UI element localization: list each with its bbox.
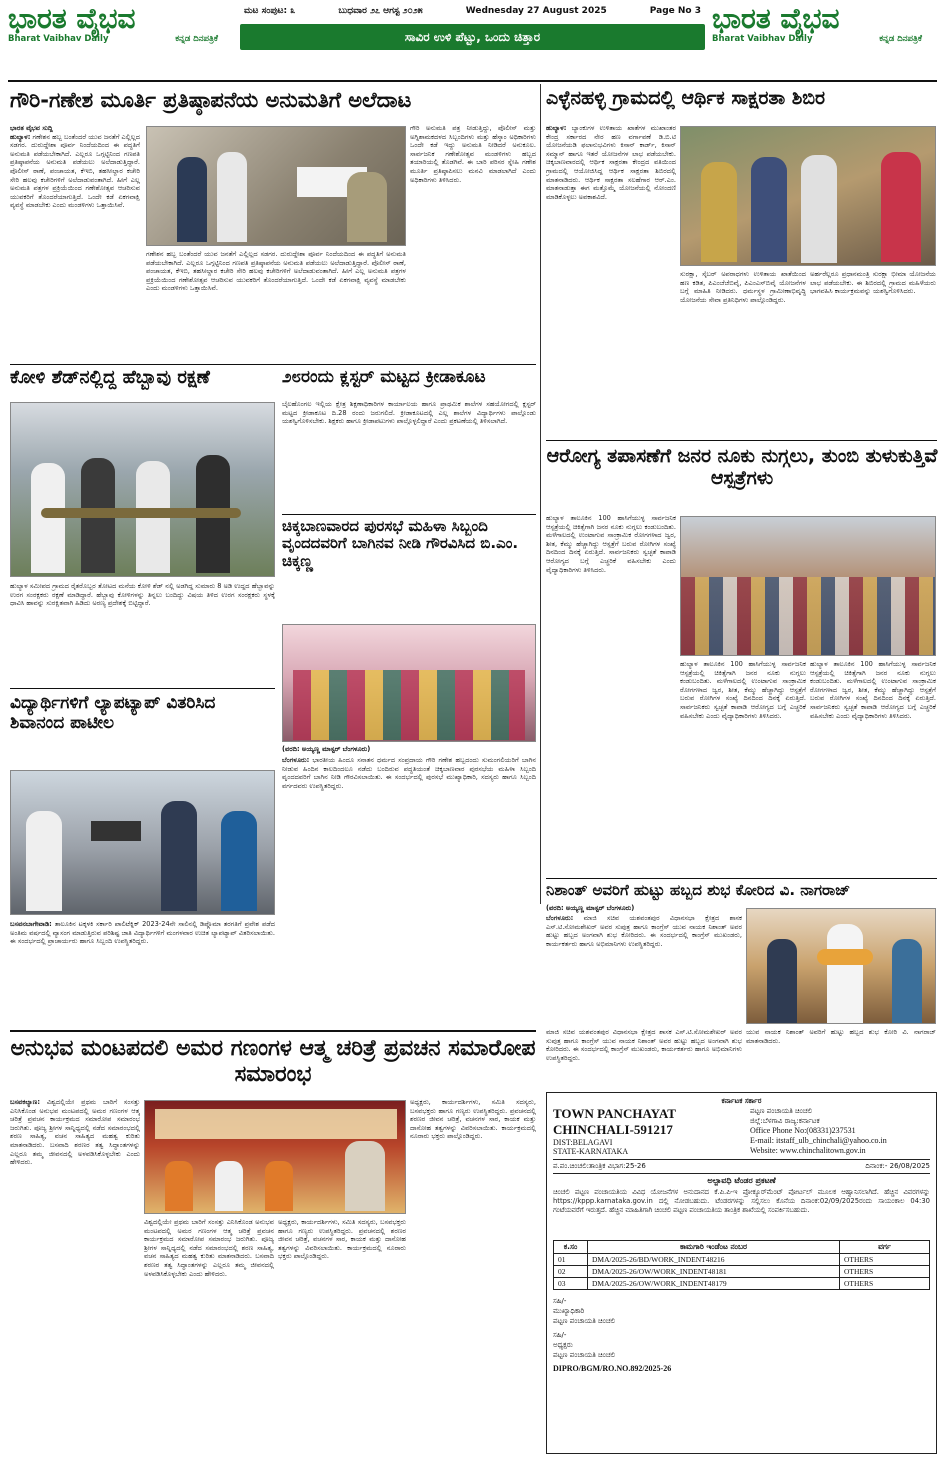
- honour-headline: ಚಿಕ್ಕಬಾಣವಾರದ ಪುರಸಭೆ ಮಹಿಳಾ ಸಿಬ್ಬಂದಿ ವೃಂದದವರಿಗೆ ಬಾಗಿನವ ನೀಡಿ ಗೌರವಿಸಿದ ಬಿ.ಎಂ. ಚಿಕ್ಕಣ್ಣ: [282, 517, 519, 570]
- tender-cell: DMA/2025-26/BD/WORK_INDENT48216: [588, 1254, 840, 1266]
- tender-dist: DIST:BELAGAVI: [553, 1138, 613, 1147]
- masthead-right: [712, 4, 937, 76]
- tender-cell: OTHERS: [840, 1278, 930, 1290]
- tender-place: CHINCHALI-591217: [553, 1122, 673, 1137]
- literacy-text: ಬ್ಯಾಂಕುಗಳ ಉಳಿತಾಯ ಖಾತೆಗಳ ಮುಖಾಂತರ ಕೇಂದ್ರ ಸರ್ಕಾರದ ನೇರ ಹಣ ವರ್ಗಾವಣೆ ಡಿ.ಬಿ.ಟಿ ಯೋಜನೆಯಡಿ ಫಲಾನುಭವಿಗಳು ಕಿಸಾನ್ ಕಾರ್ಡ್, ಕಿಸಾನ್ ಸಮ್ಮಾನ್ ಹಾಗೂ ಇತರೆ ಯೋಜನೆಗಳ ಲಾಭ ಪಡೆಯಬೇಕು. ಚಿಕ್ಕಬಾಣವಾರದಲ್ಲಿ ಆರ್ಥಿಕ ಸಾಕ್ಷರತಾ ಕೇಂದ್ರದ ವತಿಯಿಂದ ಗ್ರಾಮದಲ್ಲಿ ಆಯೋಜಿಸಿದ್ದ ಆರ್ಥಿಕ ಸಾಕ್ಷರತಾ ಶಿಬಿರದಲ್ಲಿ ಮಾತನಾಡಿದರು. ಆರ್ಥಿಕ ಸಾಕ್ಷರತಾ ಸಲಹೆಗಾರ ಆರ್.ಎಂ. ಮಾತನಾಡುತ್ತಾ ಈಗ ಮತ್ತೊಮ್ಮೆ ಯೋಜನೆಯಲ್ಲಿ ನೋಂದಣಿ ಮಾಡಿಕೊಳ್ಳಲು ಅವಕಾಶವಿದೆ.: [546, 124, 676, 201]
- motto: ಸಾವಿರ ಉಳಿ ಪೆಟ್ಟು, ಒಂದು ಚಿತ್ತಾರ: [404, 30, 541, 44]
- sports-body: [282, 400, 536, 510]
- table-row: [554, 1278, 930, 1290]
- ganesh-dateline: ಭಾರತ ವೈಭವ ಸುದ್ದಿ: [10, 124, 53, 132]
- laptop-place: ಬಸವನಬಾಗೇವಾಡಿ:: [10, 920, 52, 928]
- python-photo: [10, 402, 275, 577]
- rule-bottom-section: [10, 1030, 536, 1032]
- anubhava-text: ವಿಶ್ವದಲ್ಲಿಯೇ ಪ್ರಥಮ ಬಾರಿಗೆ ಸಂಸತ್ತು ಎನಿಸಿಕೊಂಡ ಅನುಭವ ಮಂಟಪದಲ್ಲಿ ಅಮರ ಗಣಂಗಳ ಆತ್ಮ ಚರಿತ್ರೆ ಪ್ರವಚನ ಕಾರ್ಯಕ್ರಮದ ಸಮಾರೋಪ ಸಮಾರಂಭ ಜರುಗಿತು. ಪೂಜ್ಯ ಶ್ರೀಗಳ ಸಾನ್ನಿಧ್ಯದಲ್ಲಿ ನಡೆದ ಸಮಾರಂಭದಲ್ಲಿ ಶರಣ ಸಾಹಿತ್ಯ, ವಚನ ಸಾಹಿತ್ಯದ ಮಹತ್ವ ಕುರಿತು ಮಾತನಾಡಿದರು. ಬಸವಾದಿ ಶರಣರ ತತ್ವ ಸಿದ್ಧಾಂತಗಳನ್ನು ಎಲ್ಲರೂ ತಮ್ಮ ಜೀವನದಲ್ಲಿ ಅಳವಡಿಸಿಕೊಳ್ಳಬೇಕು ಎಂದು ಹೇಳಿದರು.: [10, 1098, 140, 1167]
- laptop-photo: [10, 770, 275, 915]
- rule-python: [10, 688, 275, 689]
- rule-health: [546, 878, 937, 879]
- tender-sign2b: ಅಧ್ಯಕ್ಷರು: [553, 1341, 573, 1349]
- column-divider: [540, 84, 541, 904]
- tender-title: TOWN PANCHAYAT: [553, 1106, 676, 1121]
- literacy-body: [546, 124, 676, 424]
- ganesh-photo: [146, 126, 406, 246]
- python-text: ಹುಲ್ಯಾಳ ಸಮೀಪದ ಗ್ರಾಮದ ರೈತರೊಬ್ಬರ ತೋಟದ ಮನೆಯ ಕೋಳಿ ಶೆಡ್ ನಲ್ಲಿ ಅಡಗಿದ್ದ ಸುಮಾರು 8 ಅಡಿ ಉದ್ದದ ಹೆಬ್ಬಾವನ್ನು ಉರಗ ಸಂರಕ್ಷಕರು ರಕ್ಷಣೆ ಮಾಡಿದ್ದಾರೆ. ಹೆಬ್ಬಾವು ಕೋಳಿಗಳನ್ನು ತಿನ್ನಲು ಬಂದಿದ್ದು ವಿಷಯ ತಿಳಿದ ಉರಗ ಸಂರಕ್ಷಕರು ಸ್ಥಳಕ್ಕೆ ಧಾವಿಸಿ ಹಾವನ್ನು ಸುರಕ್ಷಿತವಾಗಿ ಹಿಡಿದು ಅರಣ್ಯ ಪ್ರದೇಶಕ್ಕೆ ಬಿಟ್ಟಿದ್ದಾರೆ.: [10, 582, 275, 608]
- health-headline: ಆರೋಗ್ಯ ತಪಾಸಣೆಗೆ ಜನರ ನೂಕು ನುಗ್ಗಲು, ತುಂಬಿ ತುಳುಕುತ್ತಿವೆ ಆಸ್ಪತ್ರೆಗಳು: [546, 445, 938, 489]
- anubhava-headline: ಅನುಭವ ಮಂಟಪದಲಿ ಅಮರ ಗಣಂಗಳ ಆತ್ಮ ಚರಿತ್ರೆ ಪ್ರವಚನ ಸಮಾರೋಪ ಸಮಾರಂಭ: [10, 1036, 536, 1088]
- tender-cell: OTHERS: [840, 1266, 930, 1278]
- birthday-text-left-bottom: ಮಾಜಿ ಸಚಿವ ಯಶವಂತಪುರ ವಿಧಾನಸಭಾ ಕ್ಷೇತ್ರದ ಶಾಸಕ ಎಸ್.ಟಿ.ಸೋಮಶೇಖರ್ ಅವರ ಸುಪುತ್ರ ಹಾಗೂ ಕಾಂಗ್ರೆಸ್ ಯುವ ನಾಯಕ ನಿಶಾಂತ್ ಅವರ ಹುಟ್ಟು ಹಬ್ಬದ ಅಂಗವಾಗಿ ಶುಭ ಕೋರಿದರು. ಈ ಸಂದರ್ಭದಲ್ಲಿ ಕಾಂಗ್ರೆಸ್ ಮುಖಂಡರು, ಕಾರ್ಯಕರ್ತರು ಹಾಗೂ ಅಭಿಮಾನಿಗಳು ಉಪಸ್ಥಿತರಿದ್ದರು.: [546, 1028, 742, 1062]
- ganesh-text: ಗಣೇಶನ ಹಬ್ಬ ಬಂತೆಂದರೆ ಯುವ ಜನತೆಗೆ ಎಲ್ಲಿಲ್ಲದ ಸಡಗರ. ದುರುದ್ದೇಶಾ ಪೂರ್ವ ನಿಂದೆಯದಿಂದ ಈ ಪದ್ಧತಿಗೆ ಅನುಮತಿ ಪಡೆಯಬೇಕಾಗಿದೆ. ಎಲ್ಲರೂ ಒಗ್ಗಟ್ಟಿನಿಂದ ಗಣಪತಿ ಪ್ರತಿಷ್ಠಾಪನೆಯ ಅನುಮತಿ ಪಡೆಯಲು ಅಲೆದಾಡುತ್ತಿದ್ದಾರೆ. ಪೊಲೀಸ್ ಠಾಣೆ, ಪಂಚಾಯತ, ಕೆಇಬಿ, ತಹಸೀಲ್ದಾರ ಕಚೇರಿ ಸೇರಿ ಹಲವು ಕಚೇರಿಗಳಿಗೆ ಅಲೆದಾಡುವಂತಾಗಿದೆ. ಹೀಗೆ ಎಲ್ಲ ಅನುಮತಿ ಪತ್ರಗಳ ಪ್ರಕ್ರಿಯೆಯಿಂದ ಗಣೇಶೋತ್ಸವ ಆಚರಿಸುವ ಯುವಕರಿಗೆ ತೊಂದರೆಯಾಗುತ್ತಿದೆ. ಒಂದೇ ಕಡೆ ಏಕಗವಾಕ್ಷಿ ವ್ಯವಸ್ಥೆ ಮಾಡಬೇಕು ಎಂದು ಮಂಡಳಿಗಳು ಒತ್ತಾಯಿಸಿವೆ.: [10, 132, 140, 210]
- laptop-headline: ವಿದ್ಯಾರ್ಥಿಗಳಿಗೆ ಲ್ಯಾಪಟ್ಯಾಪ್ ವಿತರಿಸಿದ ಶಿವಾನಂದ ಪಾಟೀಲ: [10, 693, 216, 733]
- tender-notice-title: ಅಲ್ಪಾವಧಿ ಟೆಂಡರ ಪ್ರಕಟಣೆ: [553, 1173, 930, 1186]
- masthead-subtitle-kn: ಕನ್ನಡ ದಿನಪತ್ರಿಕೆ: [175, 34, 218, 44]
- tender-sign1b: ಮುಖ್ಯಾಧಿಕಾರಿ: [553, 1307, 585, 1315]
- literacy-text-mid: ಸುರಕ್ಷಾ, ಸೈಬರ್ ಅಪರಾಧಗಳು ಉಳಿತಾಯ ಖಾತೆಯಿಂದ ಹಣ ಕಡಿತ, ಪಿಎಂಜೆಜೆಬಿವೈ, ಪಿಎಂಎಸ್‌ಬಿವೈ ಯೋಜನೆಗಳ ಬಗ್ಗೆ ಮಾಹಿತಿ ನೀಡಿದರು. ಧರ್ಮಸ್ಥಳ ಗ್ರಾಮೀಣಾಭಿವೃದ್ಧಿ ಯೋಜನೆಯ ಸೇವಾ ಪ್ರತಿನಿಧಿಗಳು ಪಾಲ್ಗೊಂಡಿದ್ದರು.: [680, 270, 806, 304]
- anubhava-text-right: ಅಧ್ಯಕ್ಷರು, ಕಾರ್ಯದರ್ಶಿಗಳು, ಸಮಿತಿ ಸದಸ್ಯರು, ಬಸವಭಕ್ತರು ಹಾಗೂ ಗಣ್ಯರು ಉಪಸ್ಥಿತರಿದ್ದರು. ಪ್ರವಚನದಲ್ಲಿ ಶರಣರ ಜೀವನ ಚರಿತ್ರೆ, ವಚನಗಳ ಸಾರ, ಕಾಯಕ ಮತ್ತು ದಾಸೋಹ ತತ್ವಗಳನ್ನು ವಿವರಿಸಲಾಯಿತು. ಕಾರ್ಯಕ್ರಮದಲ್ಲಿ ನೂರಾರು ಭಕ್ತರು ಪಾಲ್ಗೊಂಡಿದ್ದರು.: [410, 1098, 536, 1141]
- masthead-subtitle-en-right: Bharat Vaibhav Daily: [712, 34, 813, 44]
- tender-date: ದಿನಾಂಕ:- 26/08/2025: [865, 1162, 930, 1170]
- literacy-photo: [680, 126, 936, 266]
- anubhava-body: [10, 1098, 140, 1454]
- birthday-text-bottom: ಯುವ ನಾಯಕ ನಿಶಾಂತ್ ಅವರಿಗೆ ಹುಟ್ಟು ಹಬ್ಬದ ಶುಭ ಕೋರಿ ವಿ. ನಾಗರಾಜ್ ಮಾತನಾಡಿದರು.: [746, 1028, 936, 1045]
- tender-table: [553, 1240, 930, 1290]
- tender-sign2c: ಪಟ್ಟಣ ಪಂಚಾಯತಿ ಚಿಂಚಲಿ: [553, 1351, 616, 1359]
- masthead-title-right: ಭಾರತ ವೈಭವ: [712, 2, 840, 35]
- ganesh-body: [10, 124, 140, 362]
- tender-phone: Office Phone No:(08331)237531: [750, 1126, 856, 1135]
- anubhava-place: ಬಸವಕಲ್ಯಾಣ:: [10, 1098, 40, 1106]
- tender-notice: [546, 1092, 937, 1454]
- literacy-headline: ಎಳ್ಳೆನಹಳ್ಳಿ ಗ್ರಾಮದಲ್ಲಿ ಆರ್ಥಿಕ ಸಾಕ್ಷರತಾ ಶಿಬಿರ: [546, 87, 826, 109]
- birthday-caption: (ವರದಿ: ಅಯ್ಯಣ್ಣ ಮಾಸ್ಟರ್ ಬೆಂಗಳೂರು): [546, 904, 635, 912]
- tender-email: E-mail: itstaff_ulb_chinchali@yahoo.co.in: [750, 1136, 887, 1145]
- tender-col-indent: ಕಾಮಗಾರಿ ಇಂಡೆಂಟ ನಂಬರ: [588, 1241, 840, 1254]
- health-text-mid: ಹುಲ್ಯಾಳ ತಾಲೂಕಿನ 100 ಹಾಸಿಗೆಯುಳ್ಳ ಸಾರ್ವಜನಿಕ ಆಸ್ಪತ್ರೆಯಲ್ಲಿ ಚಿಕಿತ್ಸೆಗಾಗಿ ಜನರ ನೂಕು ನುಗ್ಗಲು ಕಂಡುಬಂದಿತು. ಮಳೆಗಾಲದಲ್ಲಿ ಉಂಟಾಗುವ ಸಾಂಕ್ರಾಮಿಕ ರೋಗಗಳಾದ ಜ್ವರ, ಶೀತ, ಕೆಮ್ಮು ಹೆಚ್ಚಾಗಿದ್ದು ಆಸ್ಪತ್ರೆಗೆ ಬರುವ ರೋಗಿಗಳ ಸಂಖ್ಯೆ ದಿನದಿಂದ ದಿನಕ್ಕೆ ಏರುತ್ತಿದೆ. ಸಾರ್ವಜನಿಕರು ಸ್ವಚ್ಛತೆ ಕಾಪಾಡಿ ಆರೋಗ್ಯದ ಬಗ್ಗೆ ಎಚ್ಚರಿಕೆ ವಹಿಸಬೇಕು ಎಂದು ವೈದ್ಯಾಧಿಕಾರಿಗಳು ತಿಳಿಸಿದರು.: [680, 660, 806, 720]
- tender-cell: 03: [554, 1278, 588, 1290]
- tender-state: STATE-KARNATAKA: [553, 1147, 629, 1156]
- literacy-text-right: ಅರ್ಹರೆಲ್ಲರೂ ಪ್ರಧಾನಮಂತ್ರಿ ಸುರಕ್ಷಾ ಭೀಮಾ ಯೋಜನೆಯ ಲಾಭ ಪಡೆಯಬೇಕು. ಈ ಶಿಬಿರದಲ್ಲಿ ಗ್ರಾಮದ ಮಹಿಳೆಯರು ಭಾಗವಹಿಸಿ ಕಾರ್ಯಕ್ರಮವನ್ನು ಯಶಸ್ವಿಗೊಳಿಸಿದರು.: [810, 270, 936, 296]
- rule-sports: [282, 514, 536, 515]
- table-row: [554, 1266, 930, 1278]
- ganesh-place: ಹುಲ್ಯಾಳ:: [10, 132, 31, 141]
- issue-date-kn: ಬುಧವಾರ ೨೭ ಆಗಸ್ಟ ೨೦೨೫: [338, 6, 423, 16]
- honour-caption: (ವರದಿ: ಅಯ್ಯಣ್ಣ ಮಾಸ್ಟರ್ ಬೆಂಗಳೂರು): [282, 745, 371, 753]
- tender-office-kn: ಪಟ್ಟಣ ಪಂಚಾಯತಿ ಚಿಂಚಲಿ: [750, 1107, 813, 1115]
- tender-cell: 01: [554, 1254, 588, 1266]
- literacy-place: ಹುಲ್ಯಾಳ:: [546, 124, 567, 132]
- birthday-body: [546, 914, 742, 1024]
- sports-text: ಬೈಲಹೊಂಗಲ ಇಲ್ಲಿಯ ಕ್ಷೇತ್ರ ಶಿಕ್ಷಣಾಧಿಕಾರಿಗಳ ಕಾರ್ಯಾಲಯ ಹಾಗೂ ಪ್ರಾಥಮಿಕ ಶಾಲೆಗಳ ಸಹಯೋಗದಲ್ಲಿ ಕ್ಲಸ್ಟರ್ ಮಟ್ಟದ ಕ್ರೀಡಾಕೂಟ ದಿ.28 ರಂದು ಜರುಗಲಿದೆ. ಕ್ರೀಡಾಕೂಟದಲ್ಲಿ ಎಲ್ಲ ಶಾಲೆಗಳ ವಿದ್ಯಾರ್ಥಿಗಳು ಪಾಲ್ಗೊಂಡು ಯಶಸ್ವಿಗೊಳಿಸಬೇಕು. ಶಿಕ್ಷಕರು ಹಾಗೂ ಕ್ರೀಡಾಪಟುಗಳು ಪಾಲ್ಗೊಳ್ಳಲಿದ್ದಾರೆ ಎಂದು ಪ್ರಕಟಣೆಯಲ್ಲಿ ತಿಳಿಸಲಾಗಿದೆ.: [282, 400, 536, 426]
- issue-label: ಮಟ ಸಂಪುಟ: ೩: [244, 6, 296, 16]
- honour-text: ಭಾರತೀಯ ಹಿಂದೂ ಸನಾತನ ಧರ್ಮದ ಸಂಪ್ರದಾಯ ಗೌರಿ ಗಣೇಶ ಹಬ್ಬದಂದು ಸುಮಂಗಲಿಯರಿಗೆ ಬಾಗಿನ ನೀಡುವ ಹಿಂದಿನ ಕಾಲದಿಂದಲೂ ನಡೆದು ಬಂದಿರುವ ಪದ್ಧತಿಯಂತೆ ಚಿಕ್ಕಬಾಣವಾರ ಪುರಸಭೆಯ ಮಹಿಳಾ ಸಿಬ್ಬಂದಿ ವೃಂದದವರಿಗೆ ಬಾಗಿನ ನೀಡಿ ಗೌರವಿಸಲಾಯಿತು. ಈ ಸಂದರ್ಭದಲ್ಲಿ ಪುರಸಭೆ ಮುಖ್ಯಾಧಿಕಾರಿ, ಸದಸ್ಯರು ಹಾಗೂ ಸಿಬ್ಬಂದಿ ವರ್ಗದವರು ಉಪಸ್ಥಿತರಿದ್ದರು.: [282, 756, 536, 790]
- tender-col-sn: ಕ.ಸಂ: [554, 1241, 588, 1254]
- birthday-place: ಬೆಂಗಳೂರು:: [546, 914, 574, 922]
- page-number: Page No 3: [649, 6, 701, 16]
- masthead-center: [240, 4, 705, 76]
- tender-cell: DMA/2025-26/OW/WORK_INDENT48181: [588, 1266, 840, 1278]
- anubhava-body-right: [410, 1098, 536, 1454]
- tender-sign1a: ಸಹಿ/-: [553, 1297, 567, 1305]
- birthday-headline: ನಿಶಾಂತ್ ಅವರಿಗೆ ಹುಟ್ಟು ಹಬ್ಬದ ಶುಭ ಕೋರಿದ ವಿ. ನಾಗರಾಜ್: [546, 881, 851, 899]
- health-body: [546, 514, 676, 874]
- birthday-body-left-bottom: [546, 1028, 742, 1088]
- ganesh-text-mid: ಗಣೇಶನ ಹಬ್ಬ ಬಂತೆಂದರೆ ಯುವ ಜನತೆಗೆ ಎಲ್ಲಿಲ್ಲದ ಸಡಗರ. ದುರುದ್ದೇಶಾ ಪೂರ್ವ ನಿಂದೆಯದಿಂದ ಈ ಪದ್ಧತಿಗೆ ಅನುಮತಿ ಪಡೆಯಬೇಕಾಗಿದೆ. ಎಲ್ಲರೂ ಒಗ್ಗಟ್ಟಿನಿಂದ ಗಣಪತಿ ಪ್ರತಿಷ್ಠಾಪನೆಯ ಅನುಮತಿ ಪಡೆಯಲು ಅಲೆದಾಡುತ್ತಿದ್ದಾರೆ. ಪೊಲೀಸ್ ಠಾಣೆ, ಪಂಚಾಯತ, ಕೆಇಬಿ, ತಹಸೀಲ್ದಾರ ಕಚೇರಿ ಸೇರಿ ಹಲವು ಕಚೇರಿಗಳಿಗೆ ಅಲೆದಾಡುವಂತಾಗಿದೆ. ಹೀಗೆ ಎಲ್ಲ ಅನುಮತಿ ಪತ್ರಗಳ ಪ್ರಕ್ರಿಯೆಯಿಂದ ಗಣೇಶೋತ್ಸವ ಆಚರಿಸುವ ಯುವಕರಿಗೆ ತೊಂದರೆಯಾಗುತ್ತಿದೆ. ಒಂದೇ ಕಡೆ ಏಕಗವಾಕ್ಷಿ ವ್ಯವಸ್ಥೆ ಮಾಡಬೇಕು ಎಂದು ಮಂಡಳಿಗಳು ಒತ್ತಾಯಿಸಿವೆ.: [146, 250, 406, 293]
- tender-cell: OTHERS: [840, 1254, 930, 1266]
- health-body-right: [810, 660, 936, 874]
- masthead-rule: [8, 80, 937, 82]
- anubhava-photo: [144, 1100, 406, 1214]
- tender-cell: 02: [554, 1266, 588, 1278]
- masthead-subtitle-kn-right: ಕನ್ನಡ ದಿನಪತ್ರಿಕೆ: [879, 34, 922, 44]
- tender-sign1c: ಪಟ್ಟಣ ಪಂಚಾಯತಿ ಚಿಂಚಲಿ: [553, 1317, 616, 1325]
- literacy-body-right: [810, 270, 936, 424]
- health-photo: [680, 516, 936, 656]
- table-row: [554, 1254, 930, 1266]
- ganesh-body-right: [410, 124, 536, 362]
- birthday-body-bottom: [746, 1028, 936, 1088]
- rule-ganesh: [10, 364, 536, 365]
- anubhava-body-mid2: [278, 1218, 406, 1454]
- tender-cell: DMA/2025-26/OW/WORK_INDENT48179: [588, 1278, 840, 1290]
- anubhava-text-mid: ವಿಶ್ವದಲ್ಲಿಯೇ ಪ್ರಥಮ ಬಾರಿಗೆ ಸಂಸತ್ತು ಎನಿಸಿಕೊಂಡ ಅನುಭವ ಮಂಟಪದಲ್ಲಿ ಅಮರ ಗಣಂಗಳ ಆತ್ಮ ಚರಿತ್ರೆ ಪ್ರವಚನ ಕಾರ್ಯಕ್ರಮದ ಸಮಾರೋಪ ಸಮಾರಂಭ ಜರುಗಿತು. ಪೂಜ್ಯ ಶ್ರೀಗಳ ಸಾನ್ನಿಧ್ಯದಲ್ಲಿ ನಡೆದ ಸಮಾರಂಭದಲ್ಲಿ ಶರಣ ಸಾಹಿತ್ಯ, ವಚನ ಸಾಹಿತ್ಯದ ಮಹತ್ವ ಕುರಿತು ಮಾತನಾಡಿದರು. ಬಸವಾದಿ ಶರಣರ ತತ್ವ ಸಿದ್ಧಾಂತಗಳನ್ನು ಎಲ್ಲರೂ ತಮ್ಮ ಜೀವನದಲ್ಲಿ ಅಳವಡಿಸಿಕೊಳ್ಳಬೇಕು ಎಂದು ಹೇಳಿದರು.: [144, 1218, 274, 1278]
- tender-sign2a: ಸಹಿ/-: [553, 1331, 567, 1339]
- honour-place: ಬೆಂಗಳೂರು:: [282, 756, 310, 764]
- masthead-left: [8, 4, 233, 76]
- anubhava-text-mid2: ಅಧ್ಯಕ್ಷರು, ಕಾರ್ಯದರ್ಶಿಗಳು, ಸಮಿತಿ ಸದಸ್ಯರು, ಬಸವಭಕ್ತರು ಹಾಗೂ ಗಣ್ಯರು ಉಪಸ್ಥಿತರಿದ್ದರು. ಪ್ರವಚನದಲ್ಲಿ ಶರಣರ ಜೀವನ ಚರಿತ್ರೆ, ವಚನಗಳ ಸಾರ, ಕಾಯಕ ಮತ್ತು ದಾಸೋಹ ತತ್ವಗಳನ್ನು ವಿವರಿಸಲಾಯಿತು. ಕಾರ್ಯಕ್ರಮದಲ್ಲಿ ನೂರಾರು ಭಕ್ತರು ಪಾಲ್ಗೊಂಡಿದ್ದರು.: [278, 1218, 406, 1261]
- laptop-text: ತಾಲೂಕಿನ ಟಕ್ಕಳಕಿ ಸರ್ಕಾರಿ ಪಾಲಿಟೆಕ್ನಿಕ್ 2023-24ನೇ ಸಾಲಿನಲ್ಲಿ ಡಿಪ್ಲೊಮಾ ತರಗತಿಗೆ ಪ್ರವೇಶ ಪಡೆದ ಅಂತಿಮ ವರ್ಷದಲ್ಲಿ ವ್ಯಾಸಂಗ ಮಾಡುತ್ತಿರುವ ಪರಿಶಿಷ್ಟ ಜಾತಿ ವಿದ್ಯಾರ್ಥಿಗಳಿಗೆ ಮಂಗಳವಾರ ಉಚಿತ ಲ್ಯಾಪಟ್ಯಾಪ್ ವಿತರಿಸಲಾಯಿತು. ಈ ಸಂದರ್ಭದಲ್ಲಿ ಪ್ರಾಚಾರ್ಯರು ಹಾಗೂ ಸಿಬ್ಬಂದಿ ಉಪಸ್ಥಿತರಿದ್ದರು.: [10, 920, 275, 946]
- birthday-photo: [746, 908, 936, 1024]
- python-body: [10, 582, 275, 682]
- tender-office-kn2: ಜಿಲ್ಲೆ:ಬೆಳಗಾವಿ ರಾಜ್ಯ:ಕರ್ನಾಟಕ: [750, 1117, 820, 1125]
- tender-ref: ಪ.ಪಂ.ಚಿಂಚಲಿ:ತಾಂತ್ರಿಕ ವಿಭಾಗ:25-26: [553, 1162, 646, 1170]
- ganesh-headline: ಗೌರಿ-ಗಣೇಶ ಮೂರ್ತಿ ಪ್ರತಿಷ್ಠಾಪನೆಯ ಅನುಮತಿಗೆ ಅಲೆದಾಟ: [10, 88, 412, 112]
- rule-literacy: [546, 440, 937, 441]
- motto-banner: [240, 24, 705, 50]
- sports-headline: ೨೮ರಂದು ಕ್ಲಸ್ಟರ್ ಮಟ್ಟದ ಕ್ರೀಡಾಕೂಟ: [282, 367, 486, 387]
- health-text-right: ಹುಲ್ಯಾಳ ತಾಲೂಕಿನ 100 ಹಾಸಿಗೆಯುಳ್ಳ ಸಾರ್ವಜನಿಕ ಆಸ್ಪತ್ರೆಯಲ್ಲಿ ಚಿಕಿತ್ಸೆಗಾಗಿ ಜನರ ನೂಕು ನುಗ್ಗಲು ಕಂಡುಬಂದಿತು. ಮಳೆಗಾಲದಲ್ಲಿ ಉಂಟಾಗುವ ಸಾಂಕ್ರಾಮಿಕ ರೋಗಗಳಾದ ಜ್ವರ, ಶೀತ, ಕೆಮ್ಮು ಹೆಚ್ಚಾಗಿದ್ದು ಆಸ್ಪತ್ರೆಗೆ ಬರುವ ರೋಗಿಗಳ ಸಂಖ್ಯೆ ದಿನದಿಂದ ದಿನಕ್ಕೆ ಏರುತ್ತಿದೆ. ಸಾರ್ವಜನಿಕರು ಸ್ವಚ್ಛತೆ ಕಾಪಾಡಿ ಆರೋಗ್ಯದ ಬಗ್ಗೆ ಎಚ್ಚರಿಕೆ ವಹಿಸಬೇಕು ಎಂದು ವೈದ್ಯಾಧಿಕಾರಿಗಳು ತಿಳಿಸಿದರು.: [810, 660, 936, 720]
- anubhava-body-mid: [144, 1218, 274, 1454]
- issue-date: Wednesday 27 August 2025: [465, 6, 607, 16]
- tender-dipro: DIPRO/BGM/RO.NO.892/2025-26: [553, 1364, 672, 1373]
- ganesh-text-right: ಗೌರಿ ಅನುಮತಿ ಪತ್ರ ನೀಡುತ್ತಿದ್ದು, ಪೊಲೀಸ್ ಮತ್ತು ಅಗ್ನಿಶಾಮಕದಳದ ಸಿಬ್ಬಂದಿಗಳು ಮತ್ತು ಹೆಸ್ಕಾಂ ಅಧಿಕಾರಿಗಳು ಒಂದೇ ಕಡೆ ಇದ್ದು ಅನುಮತಿ ನೀಡಿದರೆ ಅನುಕೂಲ. ಸಾರ್ವಜನಿಕ ಗಣೇಶೋತ್ಸವ ಮಂಡಳಿಗಳು ಹಬ್ಬದ ತಯಾರಿಯಲ್ಲಿ ತೊಡಗಿವೆ. ಈ ಬಾರಿ ಪರಿಸರ ಸ್ನೇಹಿ ಗಣೇಶ ಮೂರ್ತಿ ಪ್ರತಿಷ್ಠಾಪಿಸಲು ಮನವಿ ಮಾಡಲಾಗಿದೆ ಎಂದು ಅಧಿಕಾರಿಗಳು ತಿಳಿಸಿದರು.: [410, 124, 536, 184]
- tender-notice-body: ಚಿಂಚಲಿ ಪಟ್ಟಣ ಪಂಚಾಯತಿಯ ವಿವಿಧ ಯೋಜನೆಗಳ ಅನುದಾನದ ಕೆ.ಪಿ.ಪಿ-ಇ ಪ್ರೋಕ್ಯೂರ್‌ಮೆಂಟ್ ಪೋರ್ಟಲ್ ಮೂಲಕ ಆಹ್ವಾನಿಸಲಾಗಿದೆ. ಹೆಚ್ಚಿನ ವಿವರಗಳನ್ನು https://kppp.karnataka.gov.in ದಲ್ಲಿ ನೋಡಬಹುದು. ಟೆಂಡರಗಳನ್ನು ಸಲ್ಲಿಸಲು ಕೊನೆಯ ದಿನಾಂಕ:02/09/2025ರಂದು ಸಾಯಂಕಾಲ 04:30 ಗಂಟೆಯವರೆಗೆ ಇರುತ್ತದೆ. ಹೆಚ್ಚಿನ ಮಾಹಿತಿಗಾಗಿ ಚಿಂಚಲಿ ಪಟ್ಟಣ ಪಂಚಾಯತಿಯ ತಾಂತ್ರಿಕ ಶಾಖೆಯಲ್ಲಿ ಸಂಪರ್ಕಿಸಬಹುದು.: [553, 1188, 930, 1214]
- tender-govt: ಕರ್ನಾಟಕ ಸರ್ಕಾರ: [721, 1097, 762, 1105]
- honour-body: [282, 756, 536, 901]
- tender-col-category: ವರ್ಗ: [840, 1241, 930, 1254]
- health-text: ಹುಲ್ಯಾಳ ತಾಲೂಕಿನ 100 ಹಾಸಿಗೆಯುಳ್ಳ ಸಾರ್ವಜನಿಕ ಆಸ್ಪತ್ರೆಯಲ್ಲಿ ಚಿಕಿತ್ಸೆಗಾಗಿ ಜನರ ನೂಕು ನುಗ್ಗಲು ಕಂಡುಬಂದಿತು. ಮಳೆಗಾಲದಲ್ಲಿ ಉಂಟಾಗುವ ಸಾಂಕ್ರಾಮಿಕ ರೋಗಗಳಾದ ಜ್ವರ, ಶೀತ, ಕೆಮ್ಮು ಹೆಚ್ಚಾಗಿದ್ದು ಆಸ್ಪತ್ರೆಗೆ ಬರುವ ರೋಗಿಗಳ ಸಂಖ್ಯೆ ದಿನದಿಂದ ದಿನಕ್ಕೆ ಏರುತ್ತಿದೆ. ಸಾರ್ವಜನಿಕರು ಸ್ವಚ್ಛತೆ ಕಾಪಾಡಿ ಆರೋಗ್ಯದ ಬಗ್ಗೆ ಎಚ್ಚರಿಕೆ ವಹಿಸಬೇಕು ಎಂದು ವೈದ್ಯಾಧಿಕಾರಿಗಳು ತಿಳಿಸಿದರು.: [546, 514, 676, 574]
- literacy-body-mid: [680, 270, 806, 424]
- birthday-text: ಮಾಜಿ ಸಚಿವ ಯಶವಂತಪುರ ವಿಧಾನಸಭಾ ಕ್ಷೇತ್ರದ ಶಾಸಕ ಎಸ್.ಟಿ.ಸೋಮಶೇಖರ್ ಅವರ ಸುಪುತ್ರ ಹಾಗೂ ಕಾಂಗ್ರೆಸ್ ಯುವ ನಾಯಕ ನಿಶಾಂತ್ ಅವರ ಹುಟ್ಟು ಹಬ್ಬದ ಅಂಗವಾಗಿ ಶುಭ ಕೋರಿದರು. ಈ ಸಂದರ್ಭದಲ್ಲಿ ಕಾಂಗ್ರೆಸ್ ಮುಖಂಡರು, ಕಾರ್ಯಕರ್ತರು ಹಾಗೂ ಅಭಿಮಾನಿಗಳು ಉಪಸ್ಥಿತರಿದ್ದರು.: [546, 914, 742, 948]
- masthead-subtitle-en: Bharat Vaibhav Daily: [8, 34, 109, 44]
- laptop-body: [10, 920, 275, 1024]
- python-headline: ಕೋಳಿ ಶೆಡ್‌ನಲ್ಲಿದ್ದ ಹೆಬ್ಬಾವು ರಕ್ಷಣೆ: [10, 367, 210, 388]
- ganesh-body-mid: [146, 250, 406, 362]
- tender-website: Website: www.chinchalitown.gov.in: [750, 1146, 866, 1155]
- honour-photo: [282, 624, 536, 742]
- health-body-mid: [680, 660, 806, 874]
- masthead-title-left: ಭಾರತ ವೈಭವ: [8, 2, 136, 35]
